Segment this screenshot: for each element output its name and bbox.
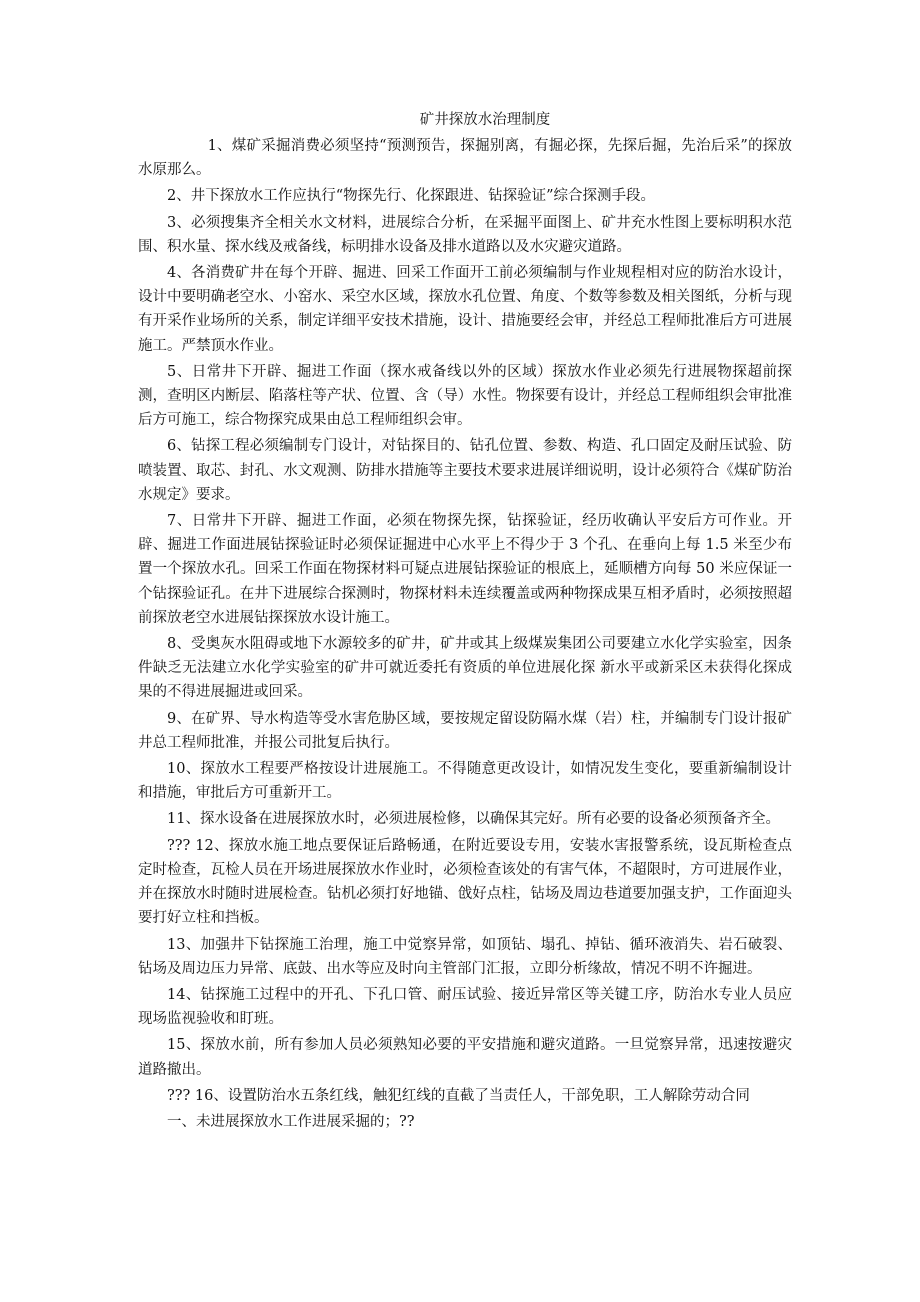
paragraph-3: 3、必须搜集齐全相关水文材料，进展综合分析，在采掘平面图上、矿井充水性图上要标明积水范围、积水量、探水线及戒备线，标明排水设备及排水道路以及水灾避灾道路。: [138, 214, 792, 255]
paragraph-7: 7、日常井下开辟、掘进工作面，必须在物探先探，钻探验证，经历收确认平安后方可作业。开辟、掘进工作面进展钻探验证时必须保证掘进中心水平上不得少于 3 个孔、在垂向上每 1.5 米至少布置一个探放水孔。回采工作面在物探材料可疑点进展钻探验证的根底上，延顺槽方向每 50 米应保证一个钻探验证孔。在井下进展综合探测时，物探材料未连续覆盖或两种物探成果互相矛盾时，必须按照超前探放老空水进展钻探探放水设计施工。: [138, 513, 792, 626]
paragraph-1: 1、煤矿采掘消费必须坚持“预测预告，探掘别离，有掘必探，先探后掘，先治后采”的探放水原那么。: [138, 138, 792, 179]
paragraph-12: ??? 12、探放水施工地点要保证后路畅通，在附近要设专用，安装水害报警系统，设瓦斯检查点定时检查，瓦检人员在开场进展探放水作业时，必须检查该处的有害气体，不超限时，方可进展作业，并在探放水时随时进展检查。钻机必须打好地锚、戗好点柱，钻场及周边巷道要加强支护，工作面迎头要打好立柱和挡板。: [138, 837, 792, 927]
paragraph-2: 2、井下探放水工作应执行“物探先行、化探跟进、钻探验证”综合探测手段。: [167, 188, 656, 205]
paragraph-16: ??? 16、设置防治水五条红线，触犯红线的直截了当责任人，干部免职，工人解除劳动合同: [167, 1087, 750, 1104]
paragraph-9: 9、在矿界、导水构造等受水害危胁区域，要按规定留设防隔水煤（岩）柱，并编制专门设计报矿井总工程师批准，并报公司批复后执行。: [138, 710, 792, 751]
paragraph-4: 4、各消费矿井在每个开辟、掘进、回采工作面开工前必须编制与作业规程相对应的防治水设计，设计中要明确老空水、小窑水、采空水区域，探放水孔位置、角度、个数等参数及相关图纸，分析与现有开采作业场所的关系，制定详细平安技术措施，设计、措施要经会审，并经总工程师批准后方可进展施工。严禁顶水作业。: [138, 265, 792, 354]
paragraph-13: 13、加强井下钻探施工治理，施工中觉察异常，如顶钻、塌孔、掉钻、循环液消失、岩石破裂、钻场及周边压力异常、底鼓、出水等应及时向主管部门汇报，立即分析缘故，情况不明不许掘进。: [138, 936, 792, 977]
document-title: 矿井探放水治理制度: [419, 112, 551, 128]
paragraph-15: 15、探放水前，所有参加人员必须熟知必要的平安措施和避灾道路。一旦觉察异常，迅速按避灾道路撤出。: [138, 1037, 792, 1078]
paragraph-8: 8、受奥灰水阻碍或地下水源较多的矿井，矿井或其上级煤炭集团公司要建立水化学实验室，因条件缺乏无法建立水化学实验室的矿井可就近委托有资质的单位进展化探 新水平或新采区未获得化探成果的不得进展掘进或回采。: [138, 636, 792, 701]
paragraph-17: 一、未进展探放水工作进展采掘的；??: [167, 1113, 415, 1130]
paragraph-14: 14、钻探施工过程中的开孔、下孔口管、耐压试验、接近异常区等关键工序，防治水专业人员应现场监视验收和盯班。: [138, 986, 792, 1028]
paragraph-10: 10、探放水工程要严格按设计进展施工。不得随意更改设计，如情况发生变化，要重新编制设计和措施，审批后方可重新开工。: [138, 761, 792, 802]
paragraph-6: 6、钻探工程必须编制专门设计，对钻探目的、钻孔位置、参数、构造、孔口固定及耐压试验、防喷装置、取芯、封孔、水文观测、防排水措施等主要技术要求进展详细说明，设计必须符合《煤矿防治水规定》要求。: [138, 438, 792, 503]
paragraph-5: 5、日常井下开辟、掘进工作面（探水戒备线以外的区域）探放水作业必须先行进展物探超前探测，查明区内断层、陷落柱等产状、位置、含（导）水性。物探要有设计，并经总工程师组织会审批准后方可施工，综合物探究成果由总工程师组织会审。: [138, 363, 792, 429]
paragraph-11: 11、探水设备在进展探放水时，必须进展检修，以确保其完好。所有必要的设备必须预备齐全。: [167, 811, 780, 828]
